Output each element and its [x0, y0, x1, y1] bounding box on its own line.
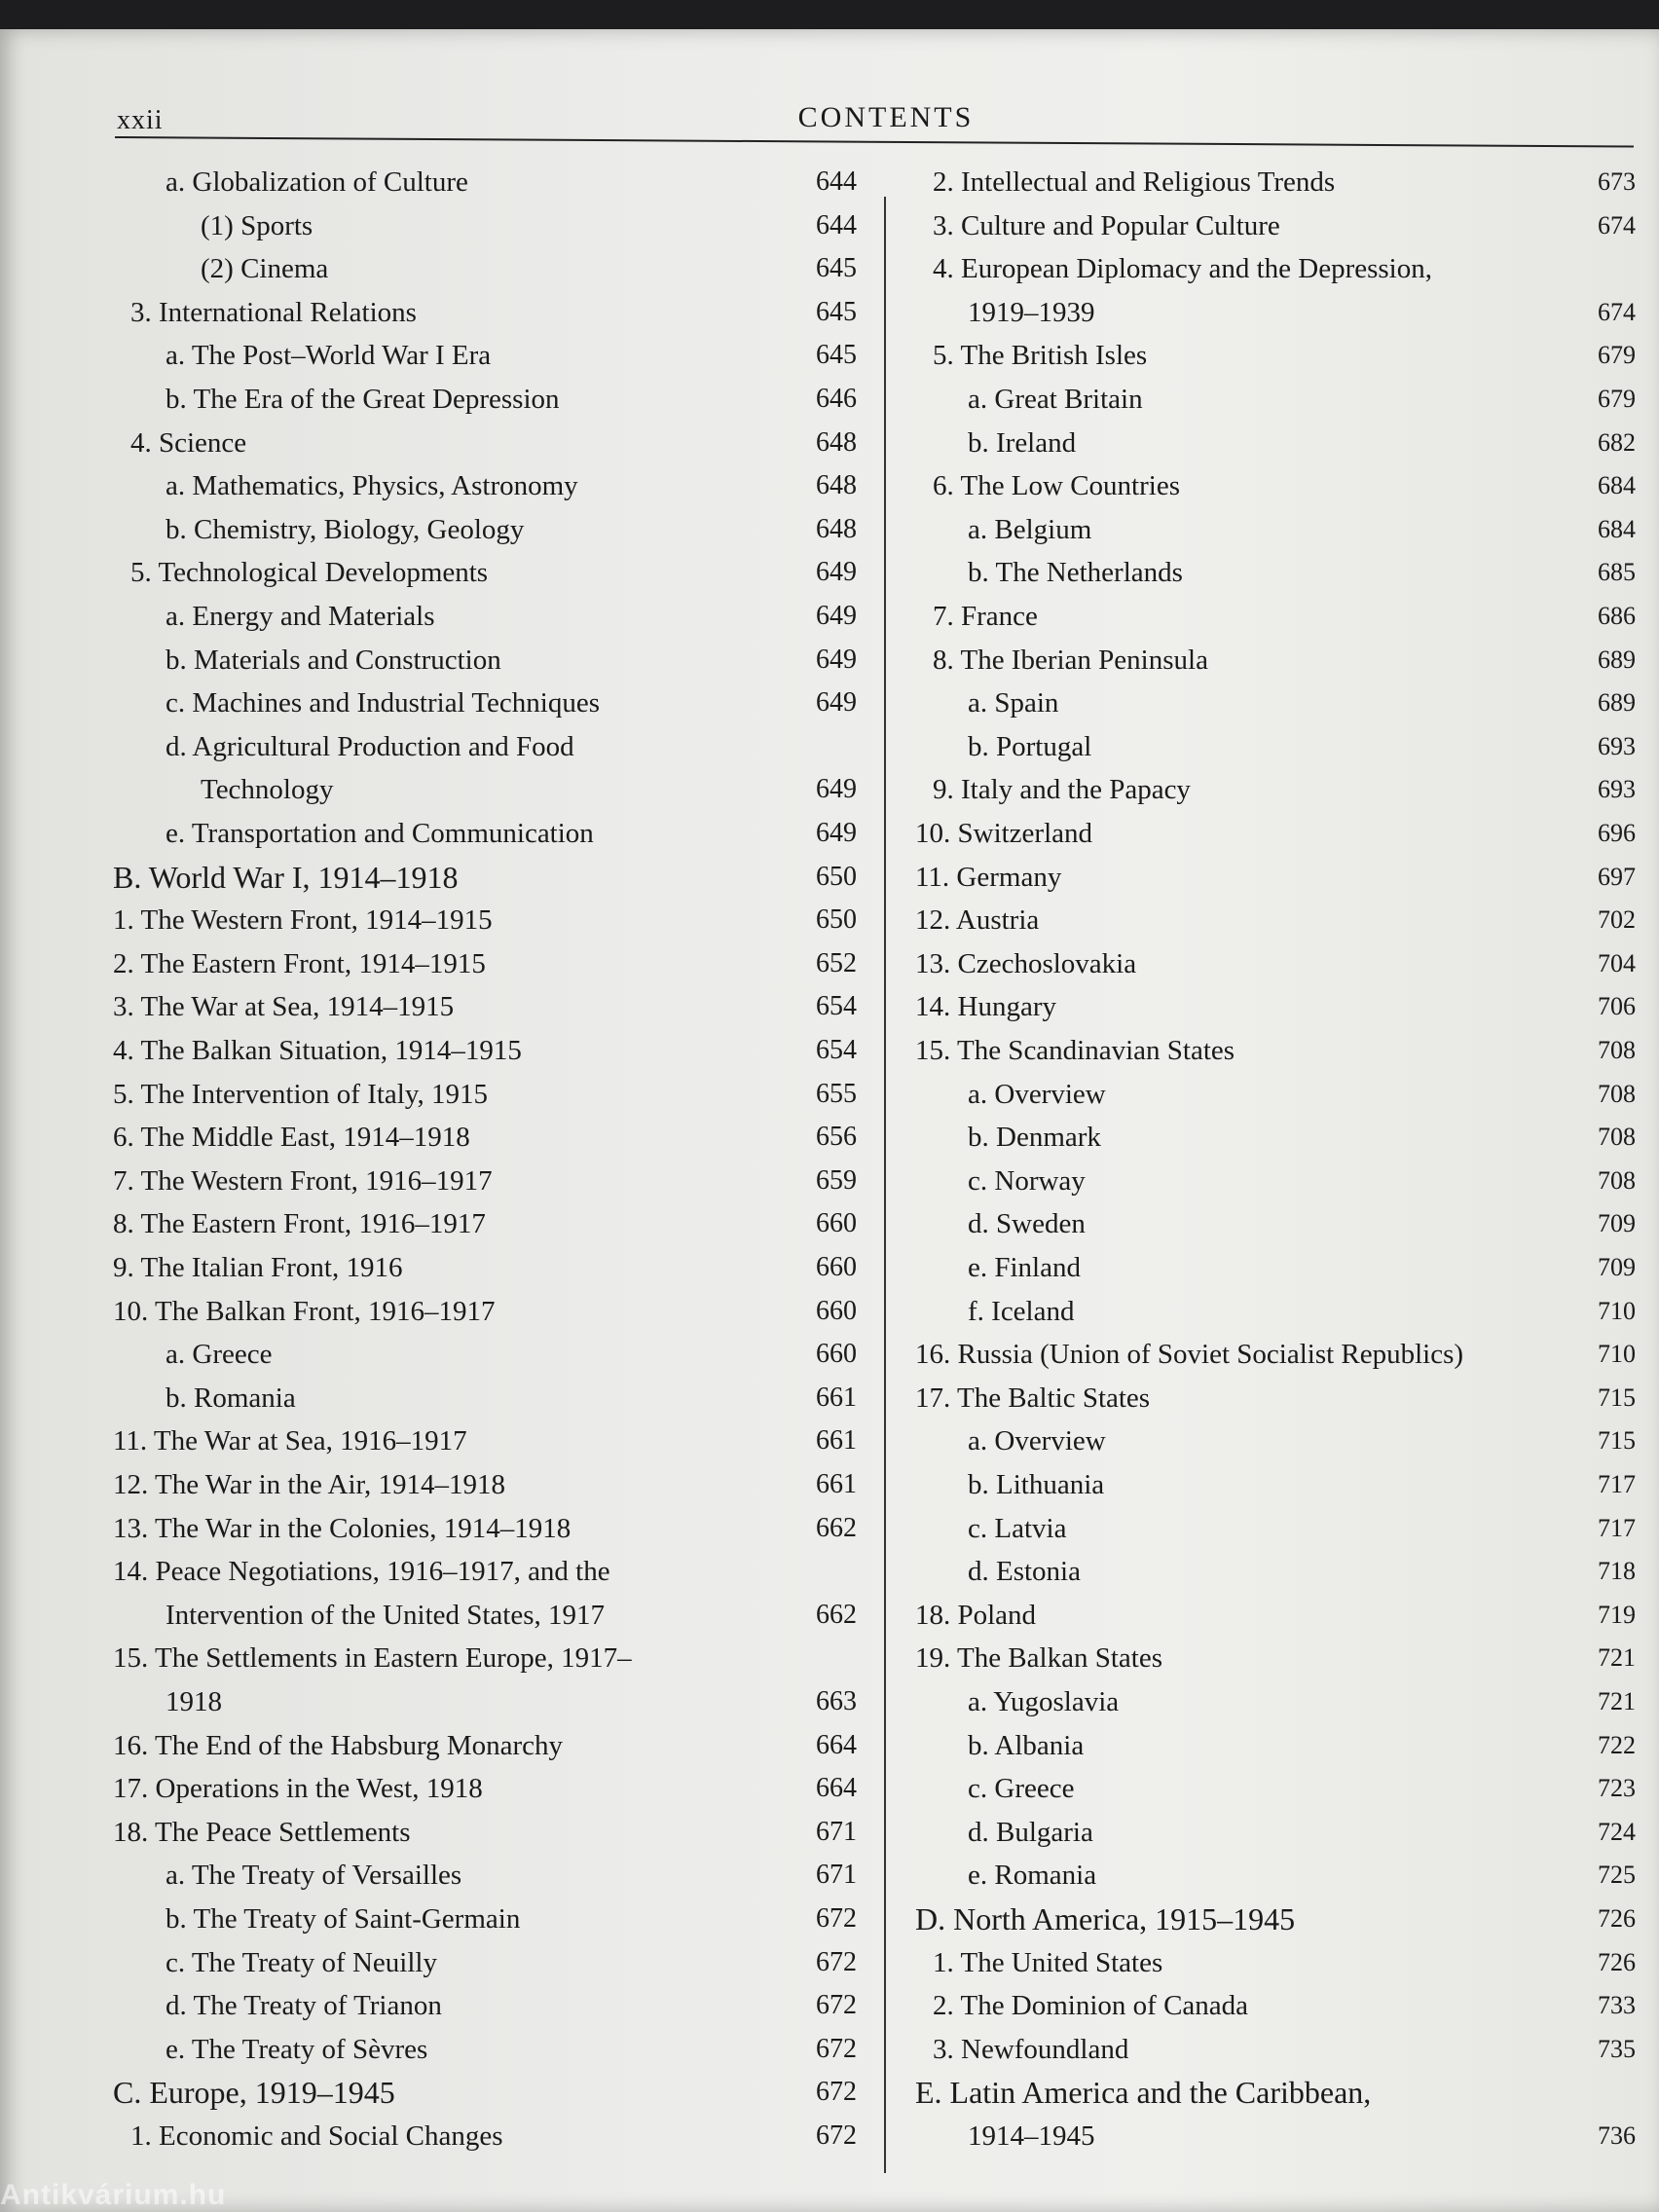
toc-entry: 9. Italy and the Papacy	[933, 774, 1191, 806]
toc-entry: b. Chemistry, Biology, Geology	[166, 513, 525, 545]
toc-entry: 3. Newfoundland	[933, 2033, 1129, 2065]
toc-page-number: 673	[1598, 167, 1636, 196]
toc-entry: 3. Culture and Popular Culture	[933, 209, 1280, 241]
toc-page-number: 661	[816, 1382, 857, 1413]
toc-entry: b. Romania	[166, 1382, 296, 1414]
toc-page-number: 685	[1598, 558, 1636, 587]
toc-page-number: 735	[1598, 2034, 1636, 2063]
toc-entry: 15. The Scandinavian States	[915, 1035, 1235, 1066]
toc-entry: 19. The Balkan States	[915, 1642, 1162, 1675]
toc-page-number: 664	[816, 1773, 857, 1804]
toc-page-number: 718	[1598, 1557, 1636, 1586]
toc-page-number: 671	[816, 1860, 857, 1891]
toc-page-number: 672	[816, 1946, 857, 1977]
toc-page-number: 660	[816, 1339, 857, 1370]
toc-page-number: 654	[816, 991, 857, 1022]
toc-page-number: 715	[1598, 1426, 1636, 1456]
toc-page-number: 645	[816, 340, 857, 371]
toc-entry: 12. The War in the Air, 1914–1918	[113, 1469, 505, 1500]
toc-page-number: 708	[1598, 1165, 1636, 1195]
toc-page-number: 649	[816, 557, 857, 588]
toc-page-number: 684	[1598, 471, 1636, 500]
toc-page-number: 649	[816, 644, 857, 675]
toc-entry: 9. The Italian Front, 1916	[113, 1252, 403, 1283]
toc-entry: a. Overview	[968, 1078, 1106, 1110]
toc-page-number: 693	[1598, 775, 1636, 804]
toc-page-number: 697	[1598, 862, 1636, 891]
toc-page-number: 726	[1598, 1904, 1636, 1933]
toc-entry: 8. The Iberian Peninsula	[933, 644, 1208, 676]
toc-entry: 15. The Settlements in Eastern Europe, 1917–	[113, 1642, 632, 1675]
toc-entry: d. Bulgaria	[968, 1816, 1093, 1848]
toc-entry: (1) Sports	[201, 209, 313, 241]
toc-entry: Intervention of the United States, 1917	[166, 1599, 606, 1631]
toc-page-number: 671	[816, 1816, 857, 1847]
toc-entry: 6. The Low Countries	[933, 470, 1180, 502]
toc-entry: 2. The Eastern Front, 1914–1915	[113, 947, 486, 979]
toc-entry: 7. France	[933, 601, 1038, 632]
toc-entry: a. The Treaty of Versailles	[166, 1860, 462, 1892]
toc-entry: 10. The Balkan Front, 1916–1917	[113, 1295, 496, 1327]
toc-entry: b. Albania	[968, 1729, 1085, 1761]
toc-page-number: 672	[816, 2077, 857, 2108]
toc-page-number: 648	[816, 426, 857, 458]
toc-entry: 5. The British Isles	[933, 340, 1148, 372]
toc-entry: a. Overview	[968, 1425, 1106, 1457]
toc-page-number: 726	[1598, 1947, 1636, 1976]
toc-entry: D. North America, 1915–1945	[915, 1901, 1296, 1936]
toc-page-number: 662	[816, 1512, 857, 1543]
toc-entry: c. Norway	[968, 1164, 1086, 1197]
page-title: CONTENTS	[797, 101, 975, 133]
page-number: xxii	[117, 105, 164, 135]
toc-entry: e. Transportation and Communication	[166, 818, 594, 849]
toc-entry: 1. The United States	[933, 1946, 1163, 1978]
toc-page-number: 660	[816, 1252, 857, 1282]
toc-page-number: 704	[1598, 948, 1636, 977]
toc-page-number: 717	[1598, 1470, 1636, 1498]
toc-page-number: 709	[1598, 1253, 1636, 1281]
toc-entry: 5. The Intervention of Italy, 1915	[113, 1078, 488, 1110]
toc-entry: a. Spain	[968, 687, 1059, 719]
toc-entry: c. The Treaty of Neuilly	[166, 1946, 437, 1978]
toc-entry: b. Ireland	[968, 426, 1077, 459]
toc-page-number: 644	[816, 209, 857, 240]
toc-page-number: 645	[816, 296, 857, 327]
toc-entry: 10. Switzerland	[915, 818, 1093, 849]
toc-page-number: 652	[816, 947, 857, 978]
toc-page-number: 708	[1598, 1123, 1636, 1152]
toc-page-number: 708	[1598, 1036, 1636, 1064]
toc-entry: (2) Cinema	[201, 253, 329, 285]
toc-entry: 13. Czechoslovakia	[915, 947, 1137, 979]
toc-page-number: 696	[1598, 819, 1636, 847]
toc-page-number: 646	[816, 384, 857, 414]
toc-page-number: 672	[816, 1990, 857, 2021]
toc-entry: e. Finland	[968, 1252, 1081, 1283]
toc-page-number: 723	[1598, 1774, 1636, 1803]
toc-entry: 8. The Eastern Front, 1916–1917	[113, 1208, 486, 1240]
toc-page-number: 679	[1598, 385, 1636, 413]
toc-entry: 13. The War in the Colonies, 1914–1918	[113, 1512, 571, 1544]
toc-entry: a. The Post–World War I Era	[166, 340, 492, 372]
toc-page-number: 708	[1598, 1079, 1636, 1108]
toc-page-number: 655	[816, 1078, 857, 1109]
toc-page-number: 721	[1598, 1687, 1636, 1715]
toc-entry: 4. The Balkan Situation, 1914–1915	[113, 1035, 522, 1066]
toc-page-number: 661	[816, 1425, 857, 1456]
toc-entry: 1918	[166, 1686, 222, 1717]
toc-entry: 18. The Peace Settlements	[113, 1816, 411, 1848]
toc-page-number: 674	[1598, 210, 1636, 240]
toc-page-number: 702	[1598, 905, 1636, 935]
toc-entry: 1919–1939	[968, 296, 1095, 328]
toc-entry: d. Agricultural Production and Food	[166, 730, 574, 762]
toc-page-number: 660	[816, 1208, 857, 1239]
toc-page-number: 724	[1598, 1817, 1636, 1846]
toc-entry: 1914–1945	[968, 2120, 1095, 2152]
toc-entry: 18. Poland	[915, 1599, 1037, 1631]
toc-entry: 3. International Relations	[130, 296, 417, 328]
toc-entry: 4. European Diplomacy and the Depression,	[933, 253, 1432, 285]
toc-page-number: 725	[1598, 1861, 1636, 1890]
toc-entry: 17. The Baltic States	[915, 1382, 1151, 1414]
toc-page-number: 684	[1598, 514, 1636, 543]
toc-entry: 1. The Western Front, 1914–1915	[113, 904, 493, 937]
toc-page-number: 654	[816, 1035, 857, 1065]
toc-entry: e. Romania	[968, 1860, 1097, 1892]
toc-page-number: 648	[816, 470, 857, 501]
toc-page-number: 709	[1598, 1209, 1636, 1238]
toc-entry: 14. Hungary	[915, 991, 1056, 1023]
toc-entry: b. The Era of the Great Depression	[166, 384, 560, 415]
toc-entry: B. World War I, 1914–1918	[113, 859, 459, 895]
toc-entry: C. Europe, 1919–1945	[113, 2075, 395, 2111]
toc-page-number: 672	[816, 1903, 857, 1934]
toc-page-number: 715	[1598, 1382, 1636, 1412]
toc-page-number: 693	[1598, 731, 1636, 760]
toc-page-number: 663	[816, 1686, 857, 1716]
toc-entry: 6. The Middle East, 1914–1918	[113, 1122, 470, 1154]
toc-page-number: 710	[1598, 1340, 1636, 1369]
toc-page-number: 722	[1598, 1730, 1636, 1759]
toc-page-number: 649	[816, 601, 857, 631]
toc-page-number: 650	[816, 904, 857, 936]
toc-page-number: 710	[1598, 1296, 1636, 1325]
toc-entry: c. Machines and Industrial Techniques	[166, 687, 601, 719]
toc-page-number: 648	[816, 513, 857, 544]
toc-entry: 2. The Dominion of Canada	[933, 1990, 1249, 2022]
toc-page-number: 650	[816, 861, 857, 892]
toc-page-number: 721	[1598, 1643, 1636, 1673]
toc-entry: 7. The Western Front, 1916–1917	[113, 1164, 493, 1197]
toc-entry: a. Greece	[166, 1339, 273, 1371]
toc-entry: d. The Treaty of Trianon	[166, 1990, 442, 2022]
toc-entry: f. Iceland	[968, 1295, 1075, 1327]
toc-page-number: 644	[816, 166, 857, 197]
toc-entry: 4. Science	[130, 426, 247, 459]
toc-page-number: 649	[816, 818, 857, 848]
toc-page-number: 672	[816, 2033, 857, 2064]
toc-entry: d. Estonia	[968, 1556, 1081, 1588]
toc-entry: e. The Treaty of Sèvres	[166, 2033, 428, 2065]
toc-page-number: 717	[1598, 1513, 1636, 1542]
toc-page-number: 662	[816, 1599, 857, 1630]
toc-page-number: 689	[1598, 645, 1636, 674]
toc-entry: c. Greece	[968, 1773, 1075, 1805]
toc-entry: 14. Peace Negotiations, 1916–1917, and the	[113, 1556, 610, 1588]
toc-entry: 2. Intellectual and Religious Trends	[933, 166, 1336, 198]
toc-page-number: 664	[816, 1729, 857, 1760]
toc-page-number: 674	[1598, 297, 1636, 326]
toc-entry: a. Mathematics, Physics, Astronomy	[166, 470, 578, 502]
toc-page-number: 689	[1598, 688, 1636, 718]
watermark: Antikvárium.hu	[0, 2179, 227, 2211]
toc-entry: a. Yugoslavia	[968, 1686, 1120, 1717]
toc-entry: 1. Economic and Social Changes	[130, 2120, 503, 2152]
toc-page-number: 649	[816, 687, 857, 719]
toc-page-number: 686	[1598, 602, 1636, 630]
toc-entry: a. Globalization of Culture	[166, 166, 468, 198]
toc-page-number: 659	[816, 1164, 857, 1196]
toc-entry: 16. Russia (Union of Soviet Socialist Republics)	[915, 1339, 1464, 1371]
toc-entry: b. Denmark	[968, 1122, 1101, 1154]
toc-entry: 12. Austria	[915, 904, 1040, 937]
toc-entry: b. Lithuania	[968, 1469, 1105, 1500]
toc-entry: a. Great Britain	[968, 384, 1143, 415]
toc-entry: b. Portugal	[968, 730, 1092, 762]
toc-entry: Technology	[201, 774, 334, 806]
toc-entry: b. The Treaty of Saint-Germain	[166, 1903, 521, 1935]
toc-entry: 5. Technological Developments	[130, 557, 489, 589]
toc-entry: E. Latin America and the Caribbean,	[915, 2075, 1372, 2111]
toc-page-number: 736	[1598, 2121, 1636, 2150]
toc-page-number: 679	[1598, 341, 1636, 370]
toc-entry: b. The Netherlands	[968, 557, 1183, 589]
toc-page-number: 649	[816, 774, 857, 805]
toc-entry: 11. The War at Sea, 1916–1917	[113, 1425, 467, 1457]
toc-entry: 17. Operations in the West, 1918	[113, 1773, 483, 1805]
toc-page-number: 645	[816, 253, 857, 284]
toc-entry: b. Materials and Construction	[166, 644, 501, 676]
toc-page-number: 719	[1598, 1600, 1636, 1629]
toc-entry: 16. The End of the Habsburg Monarchy	[113, 1729, 564, 1761]
toc-page-number: 656	[816, 1122, 857, 1153]
toc-entry: 11. Germany	[915, 861, 1062, 893]
toc-page-number: 660	[816, 1295, 857, 1326]
toc-entry: c. Latvia	[968, 1512, 1067, 1544]
toc-entry: a. Energy and Materials	[166, 601, 435, 632]
toc-entry: 3. The War at Sea, 1914–1915	[113, 991, 455, 1023]
toc-page-number: 706	[1598, 992, 1636, 1021]
toc-page-number: 672	[816, 2120, 857, 2151]
toc-entry: a. Belgium	[968, 513, 1092, 545]
toc-page-number: 661	[816, 1469, 857, 1499]
toc-page-number: 733	[1598, 1991, 1636, 2020]
toc-entry: d. Sweden	[968, 1208, 1086, 1240]
toc-page-number: 682	[1598, 427, 1636, 457]
